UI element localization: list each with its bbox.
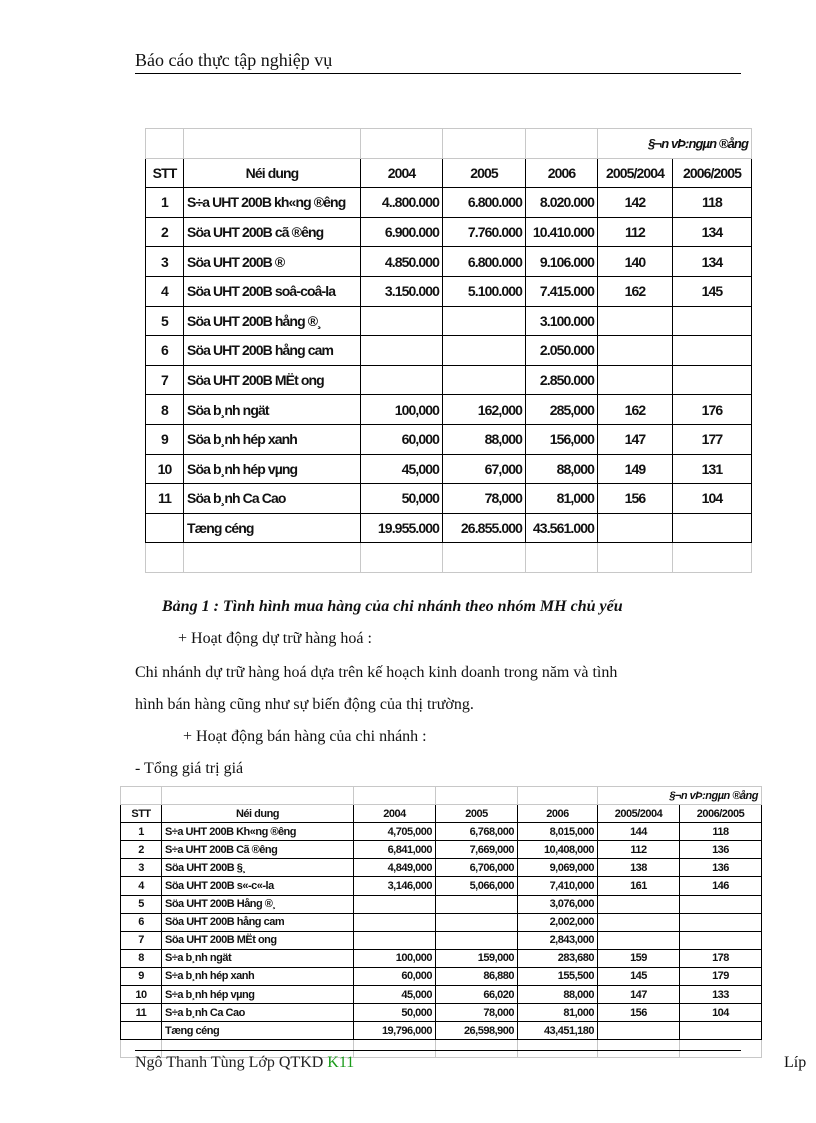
table-cell: S÷a b¸nh hép vµng xyxy=(162,986,354,1004)
table-cell: Söa b¸nh Ca Cao xyxy=(184,484,361,514)
footer-right-label: Líp xyxy=(784,1054,807,1071)
table-cell: 2.850.000 xyxy=(526,365,598,395)
table-cell: Söa UHT 200B hång cam xyxy=(184,336,361,366)
table-cell xyxy=(680,931,762,949)
table-cell xyxy=(680,895,762,913)
table-row xyxy=(121,913,762,931)
table-cell: 6.900.000 xyxy=(361,217,443,247)
table-unit-label: §¬n vÞ:ngµn ®ång xyxy=(598,787,762,805)
col-header: 2004 xyxy=(361,158,443,188)
table-cell: Söa UHT 200B MËt ong xyxy=(184,365,361,395)
col-header: Néi dung xyxy=(184,158,361,188)
table-cell: 9,069,000 xyxy=(518,859,598,877)
table-cell xyxy=(443,365,526,395)
table-cell: 156,000 xyxy=(526,424,598,454)
table-cell: Söa UHT 200B Hång ®¸ xyxy=(162,895,354,913)
table-cell: 7,410,000 xyxy=(518,877,598,895)
table-cell: Söa b¸nh ngät xyxy=(184,395,361,425)
table-cell: 6 xyxy=(121,913,162,931)
table-cell xyxy=(598,306,673,336)
table-cell: 285,000 xyxy=(526,395,598,425)
table-cell: 7.760.000 xyxy=(443,217,526,247)
table-cell: 133 xyxy=(680,986,762,1004)
table-cell xyxy=(436,931,518,949)
table-cell: 4 xyxy=(121,877,162,895)
table-cell: S÷a UHT 200B kh«ng ®êng xyxy=(184,188,361,218)
col-header: 2006/2005 xyxy=(680,805,762,823)
table-cell: 9.106.000 xyxy=(526,247,598,277)
total-cell xyxy=(673,513,752,543)
table-cell xyxy=(361,306,443,336)
table-cell: 2,843,000 xyxy=(518,931,598,949)
table-cell: 3.150.000 xyxy=(361,276,443,306)
table-cell xyxy=(598,931,680,949)
table-cell xyxy=(680,913,762,931)
table-cell: 7,669,000 xyxy=(436,841,518,859)
table-header-row xyxy=(121,805,762,823)
table-cell: 10 xyxy=(121,986,162,1004)
col-header: STT xyxy=(121,805,162,823)
total-cell xyxy=(680,1022,762,1040)
table-cell: 177 xyxy=(673,424,752,454)
table-cell: 159,000 xyxy=(436,949,518,967)
table-cell: Söa b¸nh hép xanh xyxy=(184,424,361,454)
table-cell: 60,000 xyxy=(354,967,436,985)
table-cell: 7 xyxy=(146,365,184,395)
table-cell: 5,066,000 xyxy=(436,877,518,895)
table-cell xyxy=(673,306,752,336)
table-blank-row xyxy=(146,543,752,573)
table-cell: Söa UHT 200B hång cam xyxy=(162,913,354,931)
table-cell xyxy=(354,913,436,931)
table-cell: 162 xyxy=(598,276,673,306)
table-row xyxy=(146,247,752,277)
table-cell: 45,000 xyxy=(361,454,443,484)
total-cell xyxy=(598,1022,680,1040)
table-cell: 112 xyxy=(598,841,680,859)
table-unit-row xyxy=(146,129,752,159)
table-cell: Söa b¸nh hép vµng xyxy=(184,454,361,484)
table-body xyxy=(146,188,752,514)
col-header: 2004 xyxy=(354,805,436,823)
table-cell: S÷a b¸nh hép xanh xyxy=(162,967,354,985)
table-cell: 155,500 xyxy=(518,967,598,985)
table-cell: 144 xyxy=(598,823,680,841)
table-cell: 8 xyxy=(121,949,162,967)
table-cell xyxy=(598,365,673,395)
table-cell: Söa UHT 200B s«-c«-la xyxy=(162,877,354,895)
paragraph: - Tổng giá trị giá xyxy=(135,760,244,777)
table-cell: 66,020 xyxy=(436,986,518,1004)
table-cell xyxy=(598,336,673,366)
table-row xyxy=(121,1004,762,1022)
table-cell: 4,849,000 xyxy=(354,859,436,877)
table-cell: 3.100.000 xyxy=(526,306,598,336)
table-cell: 45,000 xyxy=(354,986,436,1004)
total-cell: Tæng céng xyxy=(162,1022,354,1040)
table-row xyxy=(146,395,752,425)
table-row xyxy=(146,306,752,336)
table-cell: 1 xyxy=(146,188,184,218)
table-body xyxy=(121,823,762,1022)
table-cell: 81,000 xyxy=(526,484,598,514)
total-cell: 43.561.000 xyxy=(526,513,598,543)
table-cell: 2 xyxy=(121,841,162,859)
table-cell: 78,000 xyxy=(436,1004,518,1022)
table-cell: 5 xyxy=(121,895,162,913)
table-sales xyxy=(120,786,762,1058)
table-cell xyxy=(598,913,680,931)
table-cell: Söa UHT 200B §¸ xyxy=(162,859,354,877)
col-header: 2005 xyxy=(443,158,526,188)
table-cell: 104 xyxy=(673,484,752,514)
table-row xyxy=(121,967,762,985)
table-cell: 11 xyxy=(121,1004,162,1022)
col-header: 2006 xyxy=(518,805,598,823)
total-cell xyxy=(146,513,184,543)
header-rule xyxy=(135,73,741,74)
table-cell xyxy=(361,336,443,366)
table-row xyxy=(121,823,762,841)
total-cell: Tæng céng xyxy=(184,513,361,543)
table-cell xyxy=(673,336,752,366)
table-row xyxy=(146,188,752,218)
table-cell: Söa UHT 200B ® xyxy=(184,247,361,277)
table-cell: 50,000 xyxy=(361,484,443,514)
col-header: STT xyxy=(146,158,184,188)
table-cell: 118 xyxy=(680,823,762,841)
table-unit-label: §¬n vÞ:ngµn ®ång xyxy=(598,129,752,159)
table-cell: 6.800.000 xyxy=(443,188,526,218)
table-cell: 50,000 xyxy=(354,1004,436,1022)
table-cell: 6,706,000 xyxy=(436,859,518,877)
table-cell: S÷a b¸nh ngät xyxy=(162,949,354,967)
table-cell xyxy=(354,895,436,913)
table-unit-row xyxy=(121,787,762,805)
paragraph: Chi nhánh dự trữ hàng hoá dựa trên kế hoạch kinh doanh trong năm và tình xyxy=(135,664,618,681)
paragraph: + Hoạt động bán hàng của chi nhánh : xyxy=(183,728,427,745)
table-cell: 149 xyxy=(598,454,673,484)
table-row xyxy=(146,424,752,454)
table-cell: 88,000 xyxy=(526,454,598,484)
table-row xyxy=(121,877,762,895)
table-cell: 145 xyxy=(598,967,680,985)
table-cell: 81,000 xyxy=(518,1004,598,1022)
table-cell: 140 xyxy=(598,247,673,277)
total-cell: 19.955.000 xyxy=(361,513,443,543)
total-cell xyxy=(121,1022,162,1040)
table-cell: 9 xyxy=(146,424,184,454)
table-cell: 6.800.000 xyxy=(443,247,526,277)
table-cell: 86,880 xyxy=(436,967,518,985)
table-cell xyxy=(598,895,680,913)
col-header: 2005/2004 xyxy=(598,158,673,188)
table-row xyxy=(146,454,752,484)
table-row xyxy=(121,949,762,967)
table-cell: 104 xyxy=(680,1004,762,1022)
table-cell: 67,000 xyxy=(443,454,526,484)
table-cell: 8 xyxy=(146,395,184,425)
table-cell: 5.100.000 xyxy=(443,276,526,306)
table-cell xyxy=(443,336,526,366)
table-cell: 147 xyxy=(598,424,673,454)
table-cell: 142 xyxy=(598,188,673,218)
table-cell: 136 xyxy=(680,859,762,877)
paragraph: hình bán hàng cũng như sự biến động của thị trường. xyxy=(135,696,474,713)
table-row xyxy=(146,484,752,514)
table-row xyxy=(121,986,762,1004)
paragraph: + Hoạt động dự trữ hàng hoá : xyxy=(178,630,372,647)
table-cell: 4.850.000 xyxy=(361,247,443,277)
table-cell: 3 xyxy=(121,859,162,877)
table-row xyxy=(121,841,762,859)
table-cell: 134 xyxy=(673,247,752,277)
footer-class-code: K11 xyxy=(327,1054,355,1071)
table-cell xyxy=(443,306,526,336)
table-cell: 5 xyxy=(146,306,184,336)
table-cell: 178 xyxy=(680,949,762,967)
col-header: Néi dung xyxy=(162,805,354,823)
table-cell: 3,146,000 xyxy=(354,877,436,895)
table-cell: 4,705,000 xyxy=(354,823,436,841)
table-cell: 4..800.000 xyxy=(361,188,443,218)
table-row xyxy=(146,365,752,395)
table-cell: 60,000 xyxy=(361,424,443,454)
table-cell xyxy=(436,895,518,913)
page-footer xyxy=(135,1054,354,1072)
table-cell: Söa UHT 200B cã ®êng xyxy=(184,217,361,247)
table-cell: 88,000 xyxy=(518,986,598,1004)
table-cell: Söa UHT 200B hång ®¸ xyxy=(184,306,361,336)
col-header: 2005 xyxy=(436,805,518,823)
table-row xyxy=(146,336,752,366)
table-cell: 159 xyxy=(598,949,680,967)
table-cell: 10.410.000 xyxy=(526,217,598,247)
table-cell: Söa UHT 200B soâ-coâ-la xyxy=(184,276,361,306)
table-cell: 138 xyxy=(598,859,680,877)
table-cell: 283,680 xyxy=(518,949,598,967)
table-cell: 2,002,000 xyxy=(518,913,598,931)
table-cell: S÷a b¸nh Ca Cao xyxy=(162,1004,354,1022)
table-cell: 8.020.000 xyxy=(526,188,598,218)
table-cell: 10,408,000 xyxy=(518,841,598,859)
table-cell: 134 xyxy=(673,217,752,247)
table-cell: 8,015,000 xyxy=(518,823,598,841)
table-cell: 6 xyxy=(146,336,184,366)
table-cell: 176 xyxy=(673,395,752,425)
table-cell xyxy=(673,365,752,395)
table-cell: 156 xyxy=(598,484,673,514)
table-cell: 100,000 xyxy=(361,395,443,425)
table-cell xyxy=(354,931,436,949)
table-cell: 162,000 xyxy=(443,395,526,425)
table-caption: Bảng 1 : Tình hình mua hàng của chi nhánh theo nhóm MH chủ yếu xyxy=(162,598,623,615)
table-cell: 6,841,000 xyxy=(354,841,436,859)
table-cell: S÷a UHT 200B Kh«ng ®êng xyxy=(162,823,354,841)
table-row xyxy=(121,859,762,877)
table-cell: 7 xyxy=(121,931,162,949)
table-cell: 2.050.000 xyxy=(526,336,598,366)
total-cell xyxy=(598,513,673,543)
col-header: 2005/2004 xyxy=(598,805,680,823)
table-cell: 145 xyxy=(673,276,752,306)
total-cell: 26.855.000 xyxy=(443,513,526,543)
table-purchases xyxy=(145,128,752,573)
table-cell: 147 xyxy=(598,986,680,1004)
table-cell: 1 xyxy=(121,823,162,841)
table-row xyxy=(121,895,762,913)
table-cell: 10 xyxy=(146,454,184,484)
table-cell: 112 xyxy=(598,217,673,247)
table-cell: 9 xyxy=(121,967,162,985)
table-row xyxy=(146,217,752,247)
table-row xyxy=(121,931,762,949)
table-cell: 88,000 xyxy=(443,424,526,454)
table-cell: 3,076,000 xyxy=(518,895,598,913)
table-cell: 156 xyxy=(598,1004,680,1022)
table-cell: Söa UHT 200B MËt ong xyxy=(162,931,354,949)
table-cell: 2 xyxy=(146,217,184,247)
table-cell: 11 xyxy=(146,484,184,514)
total-cell: 43,451,180 xyxy=(518,1022,598,1040)
page-header: Báo cáo thực tập nghiệp vụ xyxy=(135,50,333,70)
table-cell: 100,000 xyxy=(354,949,436,967)
table-cell: 136 xyxy=(680,841,762,859)
table-cell: 118 xyxy=(673,188,752,218)
table-cell: 146 xyxy=(680,877,762,895)
total-cell: 19,796,000 xyxy=(354,1022,436,1040)
col-header: 2006 xyxy=(526,158,598,188)
table-cell xyxy=(361,365,443,395)
table-cell: S÷a UHT 200B Cã ®êng xyxy=(162,841,354,859)
table-cell: 78,000 xyxy=(443,484,526,514)
table-cell: 179 xyxy=(680,967,762,985)
table-cell: 162 xyxy=(598,395,673,425)
table-cell: 131 xyxy=(673,454,752,484)
footer-rule xyxy=(135,1050,741,1051)
table-row xyxy=(146,276,752,306)
table-cell: 161 xyxy=(598,877,680,895)
total-cell: 26,598,900 xyxy=(436,1022,518,1040)
table-cell: 4 xyxy=(146,276,184,306)
footer-author: Ngô Thanh Tùng Lớp QTKD xyxy=(135,1054,324,1071)
table-cell: 7.415.000 xyxy=(526,276,598,306)
table-cell xyxy=(436,913,518,931)
col-header: 2006/2005 xyxy=(673,158,752,188)
table-total-row xyxy=(146,513,752,543)
table-cell: 3 xyxy=(146,247,184,277)
table-total-row xyxy=(121,1022,762,1040)
table-cell: 6,768,000 xyxy=(436,823,518,841)
table-header-row xyxy=(146,158,752,188)
